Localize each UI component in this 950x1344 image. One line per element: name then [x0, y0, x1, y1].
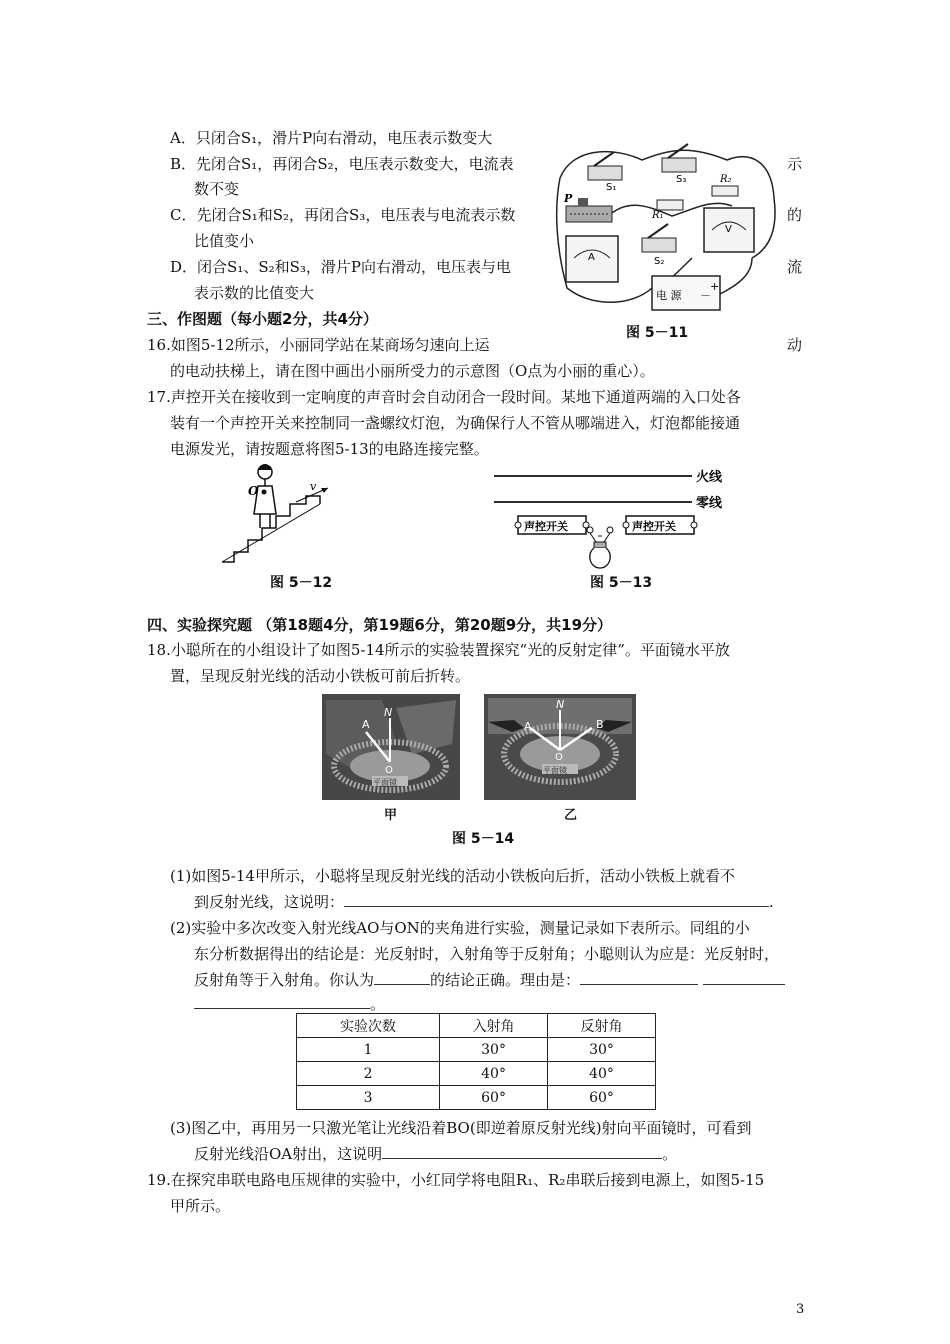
live-wire-label: 火线	[696, 470, 723, 485]
q18-line2: 置，呈现反射光线的活动小铁板可前后折转。	[170, 667, 471, 685]
q18-part3-line2: 反射光线沿OA射出，这说明 。	[194, 1145, 678, 1163]
table-cell: 30°	[440, 1038, 548, 1062]
caption-figure-5-13: 图 5－13	[590, 575, 653, 591]
s1-label: S₁	[606, 182, 617, 193]
q16-line1: 16.如图5-12所示，小丽同学站在某商场匀速向上运	[147, 336, 490, 354]
q17-line2: 装有一个声控开关来控制同一盏螺纹灯泡，为确保行人不管从哪端进入，灯泡都能接通	[170, 414, 741, 432]
q18-part2-line3	[194, 970, 785, 990]
table-cell: 40°	[548, 1062, 656, 1086]
photo-left-n-label: N	[384, 706, 393, 719]
photo-right-yi	[484, 694, 636, 800]
side-text-3: 流	[787, 258, 803, 276]
photo-left-a-label: A	[362, 718, 370, 731]
table-row	[297, 1038, 656, 1062]
side-text-1: 示	[787, 155, 803, 173]
r1-label: R₁	[652, 210, 664, 221]
q16-line2: 的电动扶梯上，请在图中画出小丽所受力的示意图（O点为小丽的重心）。	[170, 362, 655, 380]
ammeter-label: A	[588, 252, 595, 263]
q18-part3-text: 反射光线沿OA射出，这说明	[194, 1145, 383, 1163]
photo-right-o-label: O	[555, 752, 563, 763]
q17-line3: 电源发光，请按题意将图5-13的电路连接完整。	[170, 440, 489, 458]
caption-figure-5-14: 图 5－14	[452, 831, 515, 847]
answer-blank-1[interactable]	[344, 892, 769, 907]
q15-option-b-line2: 数不变	[194, 180, 240, 198]
table-cell: 3	[297, 1086, 440, 1110]
q18-line1: 18.小聪所在的小组设计了如图5-14所示的实验装置探究“光的反射定律”。平面镜水平放	[147, 641, 730, 659]
photo-right-mirror-label: 平面镜	[543, 766, 567, 775]
voltmeter-label: V	[725, 224, 732, 235]
photo-left-caption: 甲	[384, 808, 398, 823]
r2-label: R₂	[720, 174, 732, 185]
side-text-2: 的	[787, 206, 803, 224]
table-header: 入射角	[440, 1014, 548, 1038]
power-source-label: 电 源	[656, 289, 682, 302]
caption-figure-5-12: 图 5－12	[270, 575, 333, 591]
photo-left-jia	[322, 694, 460, 800]
table-header-row	[297, 1014, 656, 1038]
q18-part2-text-b: 的结论正确。理由是：	[430, 971, 581, 989]
section-4-title: 四、实验探究题 （第18题4分，第19题6分，第20题9分，共19分）	[147, 616, 613, 634]
q15-option-c-line1: C．先闭合S₁和S₂，再闭合S₃，电压表与电流表示数	[170, 206, 516, 224]
q18-part2-line2: 东分析数据得出的结论是：光反射时，入射角等于反射角；小聪则认为应是：光反射时，	[194, 945, 780, 963]
q18-part2-line4: 。	[194, 994, 385, 1014]
q18-part1-line2: 到反射光线，这说明： .	[194, 893, 774, 911]
side-text-4: 动	[787, 336, 803, 354]
section-3-title: 三、作图题（每小题2分，共4分）	[147, 310, 378, 328]
q15-option-c-line2: 比值变小	[194, 232, 255, 250]
table-cell: 30°	[548, 1038, 656, 1062]
table-cell: 40°	[440, 1062, 548, 1086]
circuit-figure-5-13	[490, 466, 740, 572]
answer-blank-3[interactable]	[580, 970, 698, 985]
circuit-figure-5-11	[552, 138, 782, 316]
photo-left-o-label: O	[385, 765, 393, 776]
escalator-figure-5-12	[220, 460, 340, 568]
caption-figure-5-11: 图 5－11	[626, 325, 689, 341]
photo-right-n-label: N	[556, 698, 565, 711]
q18-part2-text-a: 反射角等于入射角。你认为	[194, 971, 375, 989]
table-cell: 60°	[548, 1086, 656, 1110]
table-cell: 60°	[440, 1086, 548, 1110]
q15-option-d-line1: D．闭合S₁、S₂和S₃，滑片P向右滑动，电压表与电	[170, 258, 511, 276]
answer-blank-5[interactable]	[194, 994, 370, 1009]
table-cell: 1	[297, 1038, 440, 1062]
velocity-label: v	[310, 480, 317, 493]
q15-option-a: A．只闭合S₁，滑片P向右滑动，电压表示数变大	[170, 129, 493, 147]
q15-option-b-line1: B．先闭合S₁，再闭合S₂，电压表示数变大，电流表	[170, 155, 514, 173]
voice-switch-1-label: 声控开关	[524, 520, 568, 533]
data-table	[296, 1013, 656, 1110]
voice-switch-2-label: 声控开关	[632, 520, 676, 533]
minus-label: －	[700, 289, 711, 302]
q19-line1: 19.在探究串联电路电压规律的实验中，小红同学将电阻R₁、R₂串联后接到电源上，如图5-15	[147, 1171, 765, 1189]
q18-part2-line1: (2)实验中多次改变入射光线AO与ON的夹角进行实验，测量记录如下表所示。同组的小	[170, 919, 750, 937]
answer-blank-2[interactable]	[374, 970, 430, 985]
table-cell: 2	[297, 1062, 440, 1086]
answer-blank-6[interactable]	[382, 1144, 662, 1159]
q15-option-d-line2: 表示数的比值变大	[194, 284, 315, 302]
table-header: 实验次数	[297, 1014, 440, 1038]
q19-line2: 甲所示。	[170, 1197, 231, 1215]
page-number: 3	[796, 1302, 805, 1317]
s2-label: S₂	[654, 256, 665, 267]
photo-right-a-label: A	[524, 720, 532, 733]
q18-part1-line1: (1)如图5-14甲所示，小聪将呈现反射光线的活动小铁板向后折，活动小铁板上就看不	[170, 867, 735, 885]
plus-label: +	[710, 280, 720, 293]
answer-blank-4[interactable]	[703, 970, 785, 985]
photo-left-mirror-label: 平面镜	[373, 778, 397, 787]
table-row	[297, 1086, 656, 1110]
q17-line1: 17.声控开关在接收到一定响度的声音时会自动闭合一段时间。某地下通道两端的入口处各	[147, 388, 741, 406]
photo-right-b-label: B	[596, 718, 604, 731]
table-header: 反射角	[548, 1014, 656, 1038]
q18-part1-text: 到反射光线，这说明：	[194, 893, 345, 911]
neutral-wire-label: 零线	[696, 496, 723, 511]
p-label: P	[564, 192, 573, 205]
photo-right-caption: 乙	[564, 808, 578, 823]
q18-part3-line1: (3)图乙中，再用另一只激光笔让光线沿着BO(即逆着原反射光线)射向平面镜时，可看到	[170, 1119, 752, 1137]
table-row	[297, 1062, 656, 1086]
o-point-label: O	[248, 484, 259, 498]
s3-label: S₃	[676, 174, 687, 185]
